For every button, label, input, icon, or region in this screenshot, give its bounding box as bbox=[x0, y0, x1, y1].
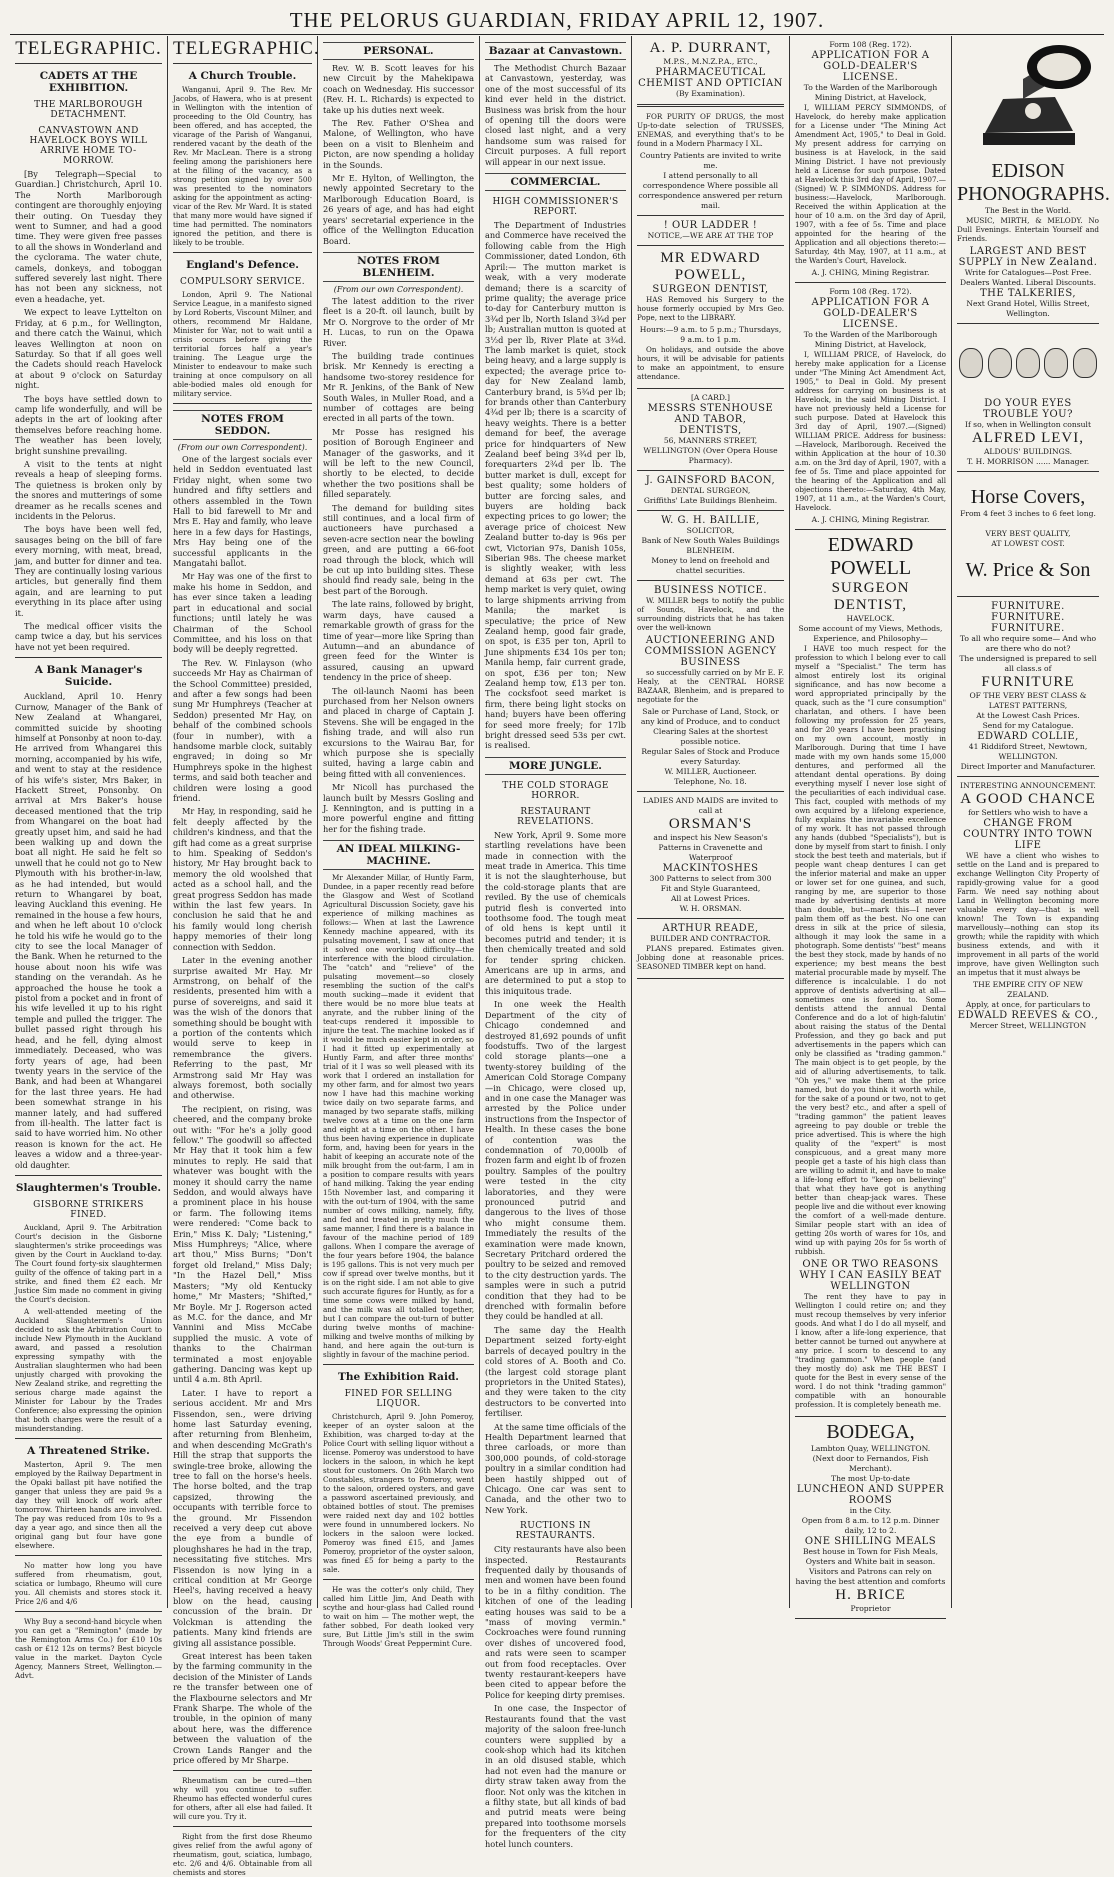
advert-text: for Settlers who wish to have a bbox=[968, 808, 1088, 817]
advert-bodega bbox=[795, 1417, 946, 1619]
advert-form: Form 108 (Reg. 172). bbox=[829, 40, 912, 49]
article-paragraph: At the same time officials of the Health Department learned that three carloads, or more than 300,000 pounds, of cold-storage poultry in a similar condition had been hastily shipped out of Chicago. One car was sent to Canada, and the other two to New York. bbox=[485, 1421, 626, 1515]
article-paragraph: Later in the evening another surprise awaited Mr Hay. Mr Armstrong, on behalf of the residents, presented him with a purse of sovereigns, and said it was the wish of the donors that something should be bought with a portion of the contents which would serve to keep in remembrance the givers. Referring to the past, Mr Armstrong said Mr Hay was always foremost, both socially and otherwise. bbox=[173, 955, 312, 1101]
article-heading: England's Defence. bbox=[186, 259, 299, 271]
advert-text: ONE SHILLING MEALS bbox=[804, 1536, 937, 1547]
article-heading: CADETS AT THE EXHIBITION. bbox=[39, 70, 138, 94]
column-6 bbox=[790, 36, 952, 1613]
advert-signature: H. BRICE bbox=[835, 1587, 906, 1603]
advert-text: Visitors and Patrons can rely on having the best attention and comforts bbox=[795, 1567, 946, 1586]
column-1 bbox=[10, 36, 168, 1680]
article-paragraph: One of the largest socials ever held in Seddon eventuated last Friday night, when some two hundred and fifty settlers and others assembled in the Town Hall to bid farewell to Mr and Mrs E. Hay and family, who leave here in a few days for Hastings, Mrs Hay being one of the successful applicants in the Mangatahi ballot. bbox=[173, 454, 312, 569]
article-heading: NOTES FROM BLENHEIM. bbox=[323, 252, 474, 282]
advert-text: At the Lowest Cash Prices. bbox=[976, 711, 1080, 720]
article-subheading: CANVASTOWN AND HAVELOCK BOYS WILL ARRIVE HOME TO-MORROW. bbox=[29, 126, 148, 166]
article-paragraph: Wanganui, April 9. The Rev. Mr Jacobs, of Hawera, who is at present in Wellington with the intention of proceeding to the Old Country, has been offered, and has accepted, the vicarage of the Parish of Wanganui, rendered vacant by the death of the Rev. Mr MacLean. There is a strong feeling among the parishioners here at the filling of the vacancy, as a strong petition signed by over 500 was presented to the nominators asking for the appointment as acting-vicar of the Rev. Mr Ward. It is stated that many more would have signed if time had permitted. The nominators ignored the petition, and there is likely to be trouble. bbox=[173, 85, 312, 247]
advert-name: EDWARD COLLIE, bbox=[977, 731, 1079, 742]
article-paragraph: The latest addition to the river fleet is a 20-ft. oil launch, built by Mr O. Norgrove to the order of Mr H. Lucas, to run on the Opawa River. bbox=[323, 295, 474, 348]
article-heading: A Church Trouble. bbox=[188, 70, 297, 82]
article-heading: A Bank Manager's Suicide. bbox=[34, 664, 143, 689]
advert-horse-covers bbox=[957, 472, 1099, 597]
advert-card: [A CARD.] bbox=[690, 393, 731, 402]
advert-text: The undersigned is prepared to sell all class.s of bbox=[959, 654, 1097, 673]
article-byline: (From our own Correspondent). bbox=[177, 443, 308, 452]
phonograph-icon bbox=[963, 41, 1093, 159]
advert-signature: A. J. CHING, Mining Registrar. bbox=[811, 268, 930, 277]
divider bbox=[15, 1438, 162, 1439]
article-paragraph: The Rev. Father O'Shea and Malone, of Wellington, who have been on a visit to Blenheim and Picton, are now spending a holiday in the Sounds. bbox=[323, 118, 474, 170]
advert-sub: The Best in the World. bbox=[984, 206, 1072, 215]
advert-name: W. Price & Son bbox=[965, 559, 1091, 581]
advert-address: Griffiths' Late Buildings Blenheim. bbox=[643, 496, 778, 505]
divider bbox=[637, 104, 784, 107]
advert-license-simmonds bbox=[795, 36, 946, 283]
advert-title: SOLICITOR, bbox=[686, 526, 735, 535]
advert-miller bbox=[637, 581, 784, 792]
advert-text: OF THE VERY BEST CLASS & LATEST PATTERNS, bbox=[969, 691, 1087, 710]
advert-hours: Hours:—9 a.m. to 5 p.m.; Thursdays, 9 a.m. to 1 p.m. bbox=[639, 325, 782, 344]
advert-reade bbox=[637, 919, 784, 979]
face-icon bbox=[959, 348, 983, 378]
faces-illustration bbox=[957, 332, 1099, 394]
article-paragraph: Mr Hay was one of the first to make his home in Seddon, and has ever since taken a leading part in educational and social functions; until lately he was Chairman of the School Committee, and his loss on that body will be deeply regretted. bbox=[173, 571, 312, 655]
advert-name: MESSRS STENHOUSE AND TABOR, bbox=[647, 403, 774, 425]
divider bbox=[323, 1364, 474, 1365]
advert-sub: (By Examination). bbox=[676, 89, 745, 98]
advert-title: DENTISTS, bbox=[679, 425, 742, 436]
advert-text: All at Lowest Prices. bbox=[671, 894, 750, 903]
advert-text: CHANGE FROM COUNTRY INTO TOWN LIFE bbox=[963, 818, 1093, 851]
advert-text: LARGEST AND BEST SUPPLY in New Zealand. bbox=[958, 246, 1098, 268]
article-paragraph: We expect to leave Lyttelton on Friday, at 6 p.m., for Wellington, and there catch the Wainui, which leaves Wellington at noon on Saturday. So that if all goes well the Cadets should reach Havelock at about 9 o'clock on Saturday night. bbox=[15, 307, 162, 391]
advert-title: DENTAL SURGEON, bbox=[670, 486, 751, 495]
article-paragraph: Auckland, April 9. The Arbitration Court's decision in the Gisborne slaughtermen's strike proceedings was given by the Court in Auckland to-day. The Court found forty-six slaughtermen guilty of the offence of taking part in a strike, and fined them £2 each. Mr Justice Sim made no comment in giving the Court's decision. bbox=[15, 1222, 162, 1304]
article-paragraph: The Methodist Church Bazaar at Canvastown, yesterday, was one of the most successful of its kind ever held in the district. Business was brisk from the hour of opening till the doors were closed last night, and a very handsome sum was raised for Circuit purposes. A full report will appear in our next issue. bbox=[485, 63, 626, 167]
advert-text: Fit and Style Guaranteed, bbox=[660, 884, 761, 893]
advert-manager: T. H. MORRISON ...... Manager. bbox=[966, 457, 1090, 466]
advert-text: LADIES AND MAIDS are invited to call at bbox=[643, 796, 778, 815]
article-subheading: RUCTIONS IN RESTAURANTS. bbox=[515, 1521, 596, 1542]
advert-text: FOR PURITY OF DRUGS, the most Up-to-date selection of TRUSSES, ENEMAS, and everything that's to be found in a Modern Pharmacy I XL. bbox=[637, 112, 784, 148]
advert-signature: W. H. ORSMAN. bbox=[679, 904, 742, 913]
advert-text: I HAVE too much respect for the profession to which I belong ever to call myself a "Specialist." The term has almost entirely lost its original significance, and has now become a word appropriated principally by the quack, such as the "I cure consumption" charlatan, and others. I have been following my profession for 25 years, and for 20 years I have been practising on my own account, mostly in Marlborough. During that time I have made with my own hands some 15,000 dentures, and performed all the attendant dental operations. By doing everything myself I never lose sight of the peculiarities of each individual case. This fact, coupled with methods of my own acquired by a lifelong experience, fully explains the invariable excellence of my work. It has not passed through any hands (dubbed "Specialists"), but is done by myself from start to finish. I only stock the best teeth and materials, but if people want cheap dentures I can get the inferior material and make an upper or lower set for one guinea, and such, ranging by me, are superior to those made by advertising dentists at more than double, but—mark this—I never palm them off as the best. No one can dress in silk at the price of silesia, although it may look the same in a photograph. Some dentists' "best" means the best they stock, made by hands of no experience; my best means the best material procurable made by myself. The difference is incalculable. I do not approve of dentists advertising at all—sometimes one is forced to. Some dentists attend the annual Dental Conference and do a lot of high-falutin' about raising the status of the Dental Profession, and they go back and put advertisements in the papers which can only be classified as "trading gammon." The main object is to get people, by the aid of alluring advertisements, to talk. "Oh yes," we make them at the price named, but do you think it worth while, for the sake of a pound or two, not to get the very best? etc., and after a spell of "trading gammon" the patient leaves agreeing to pay double or treble the price advertised. This is where the high quality of the "expert" is most conspicuous, and a great many more people get a taste of his high class than are willing to admit it, and have to make a life-long effort to "keep on believing" that what they have got is anything better than cheap-jack wares. These people live and die without ever knowing the comfort of a well-made denture. Similar people start with an idea of getting 20s worth of wares for 10s, and wind up with paying 20s for 5s worth of rubbish. bbox=[795, 644, 946, 1256]
advert-address: Mercer Street, WELLINGTON bbox=[969, 1021, 1087, 1030]
advert-paragraph: No matter how long you have suffered from rheumatism, gout, sciatica or lumbago, Rheumo will cure you. All chemists and stores stock it. Price 2/6 and 4/6 bbox=[15, 1560, 162, 1606]
advert-name: BODEGA, bbox=[826, 1421, 915, 1443]
advert-to: To the Warden of the Marlborough Mining District, at Havelock, bbox=[803, 330, 938, 349]
article-paragraph: The late rains, followed by bright, warm days, have caused a remarkable growth of grass for the time of year—more like Spring than Autumn—and an abundance of green feed for the Winter is assured, causing an upward tendency in the price of sheep. bbox=[323, 599, 474, 683]
advert-text: NOTICE,—WE ARE AT THE TOP bbox=[647, 231, 774, 240]
advert-title: PHARMACEUTICAL CHEMIST AND OPTICIAN bbox=[638, 67, 783, 89]
advert-levi bbox=[957, 324, 1099, 472]
advert-text: Best house in Town for Fish Meals, Oysters and White bait in season. bbox=[802, 1547, 939, 1566]
advert-text: Dealers Wanted. Liberal Discounts. bbox=[960, 278, 1096, 287]
advert-text: 300 Patterns to select from 300 bbox=[649, 874, 772, 883]
article-paragraph: London, April 9. The National Service League, in a manifesto signed by Lord Roberts, Viscount Milner, and others, recommend Mr Haldane, Minister for War, not to wait until a crisis occurs before giving the territorial forces half a year's training. The League urge the Minister to endeavour to make such training at once compulsory on all able-bodied males old enough for military service. bbox=[173, 290, 312, 398]
advert-text: If so, when in Wellington consult bbox=[964, 420, 1092, 429]
divider bbox=[173, 403, 312, 404]
article-subheading: COMPULSORY SERVICE. bbox=[180, 277, 305, 287]
advert-text: VERY BEST QUALITY, bbox=[985, 529, 1071, 538]
advert-address: ALDOUS' BUILDINGS. bbox=[983, 447, 1073, 456]
advert-text: PLANS prepared. Estimates given. Jobbing done at reasonable prices. SEASONED TIMBER kept on hand. bbox=[637, 944, 784, 971]
advert-title: BUILDER AND CONTRACTOR. bbox=[650, 934, 771, 943]
article-heading: Slaughtermen's Trouble. bbox=[15, 1181, 162, 1194]
face-icon bbox=[1016, 348, 1040, 378]
article-paragraph: Mr Alexander Millar, of Huntly Farm, Dundee, in a paper recently read before the Glasgow and West of Scotland Agricultural Discussion Society, gave his experience of milking machines as follows:— When at last the Lawrence Kennedy machine appeared, with its pulsating movement, I saw at once that it solved one working difficulty—the interference with the blood circulation. The "catch" and "relieve" of the pulsating movement—so closely resembling the suction of the calf's mouth sucking—made it evident that there would be no more blue teats at anyrate, and the rubber lining of the teat-cups rendered it impossible to injure the teat. The machine looked as if it would be much easier kept in order, so I had it fitted up experimentally at Huntly Farm, and after three months' trial of it I was so well pleased with its work that I ordered an installation for my other farm, and for almost two years now I have had this machine working twice daily on two separate farms, and managed by two separate staffs, milking twelve cows at a time on the one farm and eight at a time on the other. I have thus been having experience in duplicate form, and, having been for years in the habit of keeping an accurate note of the milk brought from the out-farm, I am in a position to compare results with years of hand milking. Taking the year ending 15th November last, and comparing it with the out-turn of 1904, with the same number of cows milking, namely, fifty, and fed and treated in pretty much the same manner, I find there is a balance in favour of the machine period of 189 gallons. When I compare the average of the four years before 1904, the balance is 195 gallons. This is not very much per cow if spread over twelve months, but it is on the right side. I am not able to give such accurate figures for Huntly, as for a time some cows were milked by hand, and the milk was all totalled together, but I can compare the out-turn of butter during twelve months of machine-milking and twelve months of milking by hand, and here again the out-turn is slightly in favour of the machine period. bbox=[323, 873, 474, 1360]
phonograph-illustration bbox=[957, 40, 1099, 160]
advert-text: HAS Removed his Surgery to the house formerly occupied by Mrs Geo. Pope, next to the LIBRARY. bbox=[637, 295, 784, 322]
article-heading: A Threatened Strike. bbox=[27, 1444, 150, 1457]
advert-bacon bbox=[637, 471, 784, 511]
article-subheading: THE MARLBOROUGH DETACHMENT. bbox=[34, 100, 143, 120]
article-paragraph: A visit to the tents at night reveals a heap of sleeping forms. The quietness is broken only by the snores and mutterings of some dreamer as he recalls scenes and incidents in the Pelorus. bbox=[15, 458, 162, 521]
advert-product: MACKINTOSHES bbox=[662, 863, 759, 874]
article-heading: NOTES FROM SEDDON. bbox=[173, 410, 312, 440]
face-icon bbox=[988, 348, 1012, 378]
advert-name: A. P. DURRANT, bbox=[649, 40, 772, 56]
advert-title: APPLICATION FOR A GOLD-DEALER'S LICENSE. bbox=[811, 50, 930, 83]
divider bbox=[323, 1579, 474, 1580]
article-paragraph: [By Telegraph—Special to Guardian.] Christchurch, April 10. The North Marlborough contingent are thoroughly enjoying their outing. On Tuesday they went to Sumner, and had a good time. They were given free passes to all the shows in Wonderland and the cyclorama. The water chute, camels, donkeys, and toboggan suffered severely last night. There has not been any sickness, not even a headache, yet. bbox=[15, 169, 162, 304]
advert-text: To all who require some— And who are there who do not? bbox=[959, 634, 1097, 653]
advert-head: BUSINESS NOTICE. bbox=[653, 585, 768, 596]
advert-form: Form 108 (Reg. 172). bbox=[829, 287, 912, 296]
divider bbox=[15, 1555, 162, 1556]
advert-reeves bbox=[957, 777, 1099, 1035]
article-paragraph: The building trade continues brisk. Mr Kennedy is erecting a handsome two-storey residence for Mr R. Jenkins, of the Bank of New South Wales, in Muller Road, and a number of cottages are being erected in all parts of the town. bbox=[323, 350, 474, 424]
divider bbox=[15, 1175, 162, 1176]
article-subheading: HIGH COMMISSIONER'S REPORT. bbox=[492, 197, 619, 218]
advert-hours: Open from 8 a.m. to 12 p.m. Dinner daily, 12 to 2. bbox=[801, 1516, 940, 1535]
advert-title: Horse Covers, bbox=[970, 486, 1086, 508]
advert-product: FURNITURE bbox=[981, 674, 1075, 690]
advert-name: EDWARD POWELL bbox=[827, 534, 914, 579]
advert-name: W. G. H. BAILLIE, bbox=[661, 515, 760, 526]
article-paragraph: Rev. W. B. Scott leaves for his new Circuit by the Mahekipawa coach on Wednesday. His successor (Rev. H. L. Richards) is expected to take up his duties next week. bbox=[323, 63, 474, 115]
divider bbox=[173, 1826, 312, 1827]
advert-ladder bbox=[637, 216, 784, 246]
advert-to: To the Warden of the Marlborough Mining District, at Havelock, bbox=[803, 83, 938, 102]
advert-durrant bbox=[637, 36, 784, 216]
article-paragraph: The same day the Health Department seized forty-eight barrels of decayed poultry in the cold stores of A. Booth and Co. (the largest cold storage plant proprietors in the United States), and they were taken to the city destructors to be converted into fertiliser. bbox=[485, 1324, 626, 1419]
advert-text: From 4 feet 3 inches to 6 feet long. bbox=[960, 509, 1096, 518]
article-paragraph: The oil-launch Naomi has been purchased from her Nelson owners and placed in charge of Captain J. Stevens. She will be engaged in the fishing trade, and will also run excursions to the Wairau Bar, for which purpose she is specially suited, having a large cabin and being fitted with all conveniences. bbox=[323, 685, 474, 779]
article-paragraph: Christchurch, April 9. John Pomeroy, keeper of an oyster saloon at the Exhibition, was charged to-day at the Police Court with selling liquor without a license. Pomeroy was understood to have lockers in the saloon, in which he kept stout for customers. On 26th March two Constables, strangers to Pomeroy, went to the saloon, ordered oysters, and gave a password ascertained previously, and obtained bottles of stout. The premises were raided next day and 102 bottles were found in unnumbered lockers. No lockers in the saloon were locked. Pomeroy was fined £15, and James Pomeroy, proprietor of the oyster saloon, was fined £5 for being a party to the sale. bbox=[323, 1412, 474, 1575]
article-paragraph: The demand for building sites still continues, and a local firm of auctioneers have purchased a seven-acre section near the bowling green, and are putting a 66-foot road through the block, which will be cut up into building sites. These should find ready sale, being in the best part of the Borough. bbox=[323, 502, 474, 596]
advert-title: ! OUR LADDER ! bbox=[663, 220, 758, 231]
advert-text: THE EMPIRE CITY OF NEW ZEALAND. bbox=[973, 980, 1083, 999]
article-subheading: FINED FOR SELLING LIQUOR. bbox=[344, 1389, 453, 1410]
advert-name: EDWALD REEVES & CO., bbox=[957, 1010, 1099, 1021]
section-title: TELEGRAPHIC. bbox=[173, 36, 312, 64]
column-7 bbox=[952, 36, 1110, 1608]
advert-question: DO YOUR EYES TROUBLE YOU? bbox=[983, 398, 1073, 420]
article-heading: MORE JUNGLE. bbox=[485, 757, 626, 775]
article-heading: The Exhibition Raid. bbox=[338, 1371, 459, 1384]
column-4 bbox=[480, 36, 632, 1849]
advert-license-price bbox=[795, 283, 946, 530]
article-paragraph: City restaurants have also been inspected. Restaurants frequented daily by thousands of men and women have been found to be in a filthy condition. The kitchen of one of the leading eating houses was said to be a "mass of moving vermin." Cockroaches were found running over dishes of uncovered food, and rats were seen to scamper out from food receptacles. Over twenty restaurant-keepers have been cited to appear before the Police for keeping dirty premises. bbox=[485, 1544, 626, 1700]
advert-address: Lambton Quay, WELLINGTON. bbox=[810, 1444, 931, 1453]
article-paragraph: The boys have been well fed, sausages being on the bill of fare every morning, with meat, bread, jam, and butter for dinner and tea. They are continually losing various articles, but generally find them again, and are learning to put everything in its place after using it. bbox=[15, 524, 162, 618]
advert-text: I, WILLIAM PRICE, of Havelock, do hereby make application for a License under "The Mining Act Amendment Act, 1905," to Deal in Gold. My present address for carrying on business is at Havelock, in the said Mining District. I have not previously held a License for such purpose. Dated at Havelock this 3rd day of April, 1907.—(Signed) WILLIAM PRICE. Address for business:—Havelock, Marlborough. Received the within Application at the hour of 10.30 a.m. on the 3rd day of April, 1907, with a fee of 5s. Time and place appointed for the hearing of the Application and all objections thereto:—Saturday, 4th May, 1907, at 11 a.m., at the Warden's Court, Havelock. bbox=[795, 350, 946, 512]
advert-text: WE have a client who wishes to settle on the Land and is prepared to exchange Wellington City Property of rapidly-growing value for a good Farm. We need say nothing about Land in Wellington becoming more valuable every day—that is well known! The Town is expanding marvellously—nothing can stop its growth; while the rapidity with which business extends, and with it improvement in all parts of the world improve, have given Wellington such an impetus that it must always be bbox=[957, 851, 1099, 977]
advert-paragraph: Rheumatism can be cured—then why will you continue to suffer. Rheumo has effected wonderful cures for others, after all else had failed. It will cure you. Try it. bbox=[173, 1776, 312, 1822]
column-2 bbox=[168, 36, 320, 1877]
advert-furniture bbox=[957, 597, 1099, 777]
article-subheading: THE COLD STORAGE HORROR. bbox=[502, 780, 609, 801]
advert-name: ARTHUR READE, bbox=[662, 923, 759, 934]
article-byline: (From our own Correspondent). bbox=[333, 284, 464, 294]
advert-orsman bbox=[637, 792, 784, 919]
advert-title: APPLICATION FOR A GOLD-DEALER'S LICENSE. bbox=[811, 297, 930, 330]
advert-verse: He was the cotter's only child, They called him Little Jim, And Death with scythe and hour-glass had Called round to wait on him — The mother wept, the father sobbed, For death looked very sure, But Little Jim's still in the swim Through Woods' Great Peppermint Cure. bbox=[323, 1585, 474, 1649]
advert-baillie bbox=[637, 511, 784, 581]
advert-store: THE TALKERIES, bbox=[979, 288, 1077, 299]
advert-title: SURGEON DENTIST, bbox=[831, 580, 910, 613]
article-paragraph: The recipient, on rising, was cheered, and the company broke out with: "For he's a jolly good fellow." The goodwill so affected Mr Hay that it took him a few minutes to reply. He said that whatever was bought with the money it should carry the name Seddon, and would always have a prominent place in his house or farm. The following items were rendered: "Come back to Erin," Miss K. Daly; "Listening," Miss Humphreys; "Alice, where art thou," Miss Burns; "Don't forget old Ireland," Miss Daly; "In the Hazel Dell," Miss Masters; "My old Kentucky home," Mr Masters; "Shifted," Mr Boyle. Mr J. Rogerson acted as M.C. for the dance, and Mr Vannini and Miss McCabe supplied the music. A vote of thanks to the Chairman terminated a most enjoyable gathering. Dancing was kept up until 4 a.m. 8th April. bbox=[173, 1103, 312, 1385]
advert-note: Money to lend on freehold and chattel securities. bbox=[651, 556, 770, 575]
article-paragraph: Mr Hay, in responding, said he felt deeply affected by the children's kindness, and that the gift had come as a great surprise to him. Speaking of Seddon's history, Mr Hay brought back to memory the old woolshed that acted as a school hall, and the great progress Seddon has made within the last few years. In conclusion he said that he and his family would long cherish happy memories of their long connection with Seddon. bbox=[173, 806, 312, 952]
article-paragraph: Mr Nicoll has purchased the launch built by Messrs Gosling and J. Kennington, and is putting in a more powerful engine and fitting her for the fishing trade. bbox=[323, 782, 474, 834]
advert-quals: M.P.S., M.N.Z.P.A., ETC., bbox=[663, 57, 758, 66]
article-subheading: GISBORNE STRIKERS FINED. bbox=[33, 1199, 144, 1220]
advert-role: Direct Importer and Manufacturer. bbox=[960, 762, 1096, 771]
article-paragraph: In one week the Health Department of the city of Chicago condemned and destroyed 81,692 pounds of unfit foodstuffs. Two of the largest cold storage plants—one a twenty-storey building of the American Cold Storage Company—in Chicago, were closed up, and in one case the Manager was arrested by the Police under instructions from the Inspector of Health. In these cases the bone of contention was the condemnation of 70,000lb of frozen farm and eight lb of frozen poultry. Samples of the poultry were tested in the city laboratories, and they were pronounced putrid and dangerous to the lives of those who might consume them. Immediately the results of the examination were made known, Secretary Pritchard ordered the poultry to be seized and removed to the city destruction yards. The samples were in such a putrid condition that they had to be drenched with formalin before they could be handled at all. bbox=[485, 999, 626, 1322]
advert-text: W. MILLER begs to notify the public of Sounds, Havelock, and the surrounding districts that he has taken over the well-known bbox=[637, 596, 784, 632]
article-paragraph: Later. I have to report a serious accident. Mr and Mrs Fissendon, sen., were driving home last Saturday evening, after returning from Blenheim, and when descending McGrath's Hill the strap that supports the swingle-tree broke, allowing the tree to fall on the horse's heels. The horse bolted, and the trap capsized, throwing the occupants with terrible force to the ground. Mr Fissendon received a very deep cut above the eye from a bundle of ploughshares he had in the trap, necessitating five stitches. Mrs Fissendon is now lying in a critical condition at Mr George Heel's, having received a heavy blow on the head, causing concussion of the brain. Dr Volckman is attending the patients. Many kind friends are giving all assistance possible. bbox=[173, 1387, 312, 1648]
advert-name: ORSMAN'S bbox=[668, 816, 753, 832]
advert-note: On holidays, and outside the above hours, it will be advisable for patients to make an appointment, to ensure attendance. bbox=[637, 345, 784, 381]
article-paragraph: Mr E. Hylton, of Wellington, the newly appointed Secretary to the Marlborough Education Board, is 26 years of age, and has had eight years' secretarial experience in the office of the Wellington Education Board. bbox=[323, 173, 474, 246]
advert-address: 41 Riddiford Street, Newtown, WELLINGTON. bbox=[968, 742, 1088, 761]
column-5 bbox=[632, 36, 790, 1608]
advert-name: ALFRED LEVI, bbox=[972, 430, 1084, 446]
advert-title: SURGEON DENTIST, bbox=[652, 284, 769, 295]
advert-title: LUNCHEON AND SUPPER ROOMS bbox=[796, 1484, 945, 1506]
advert-text: Write for Catalogues—Post Free. bbox=[964, 268, 1092, 277]
advert-powell-dentist bbox=[795, 530, 946, 1417]
advert-title: FURNITURE. FURNITURE. bbox=[991, 601, 1065, 623]
advert-head: INTERESTING ANNOUNCEMENT. bbox=[960, 781, 1096, 790]
article-heading: COMMERCIAL. bbox=[485, 173, 626, 191]
masthead: THE PELORUS GUARDIAN, FRIDAY APRIL 12, 1907. bbox=[10, 6, 1104, 35]
advert-text: Send for my Catalogue. bbox=[982, 721, 1074, 730]
advert-sub: (Next door to Fernandos, Fish Merchant). bbox=[812, 1454, 929, 1473]
advert-name: J. GAINSFORD BACON, bbox=[645, 475, 776, 486]
advert-head: ONE OR TWO REASONS WHY I CAN EASILY BEAT WELLINGTON bbox=[799, 1259, 942, 1292]
article-paragraph: In one case, the Inspector of Restaurants found that the vast majority of the saloon free-lunch counters were supplied by a cook-shop which had its kitchen in an old disused stable, which had not even had the manure or dirty straw taken away from the floor. Not only was the kitchen in a filthy state, but all kinds of bad and putrid meats were being prepared into toothsome morsels for the frequenters of the city hotel lunch counters. bbox=[485, 1703, 626, 1849]
advert-edison bbox=[957, 36, 1110, 324]
article-subheading: RESTAURANT REVELATIONS. bbox=[517, 806, 594, 827]
advert-name: MR EDWARD POWELL, bbox=[660, 250, 761, 283]
article-heading: Bazaar at Canvastown. bbox=[485, 42, 626, 60]
advert-text: MUSIC, MIRTH, & MELODY. No Dull Evenings. Entertain Yourself and Friends. bbox=[957, 216, 1099, 243]
article-paragraph: The Rev. W. Finlayson (who succeeds Mr Hay as Chairman of the School Committee) presided, and after a few songs had been sung Mr Humphreys (Teacher at Seddon) presented Mr Hay, on behalf of the combined schools (four in number), with a handsome marble clock, suitably engraved; in doing so Mr Humphreys spoke in the highest terms, and said both teacher and children were losing a good friend. bbox=[173, 657, 312, 803]
advert-text: Regular Sales of Stock and Produce every Saturday. bbox=[641, 747, 780, 766]
advert-address: Next Grand Hotel, Willis Street, Wellington. bbox=[966, 299, 1090, 318]
article-paragraph: The boys have settled down to camp life wonderfully, and will be adepts in the art of looking after themselves before reaching home. The weather has been lovely, bright sunshine prevailing. bbox=[15, 393, 162, 456]
article-paragraph: The medical officer visits the camp twice a day, but his services have not yet been required. bbox=[15, 621, 162, 652]
advert-text: The rent they have to pay in Wellington I could retire on; and they must recoup themselves by very inferior goods. And what I do I do all myself, and I know, after a life-long experience, that better cannot be turned out anywhere at any price. I scorn to descend to any "trading gammon." When people (and they mostly do) ask me THE BEST I quote for the Best in every sense of the word. I do not think "trading gammon" compatible with an honourable profession. It is completely beneath me. bbox=[795, 1292, 946, 1409]
advert-address: 56, MANNERS STREET, WELLINGTON (Over Opera House Pharmacy). bbox=[643, 436, 778, 465]
article-paragraph: A well-attended meeting of the Auckland Slaughtermen's Union decided to ask the Arbitration Court to include New Plymouth in the Auckland award, and passed a resolution expressing sympathy with the Australian slaughtermen who had been unjustly charged with provoking the New Zealand strike, and regretting the serious charge made against the Minister for Labour by the Trades Conference; also expressing the opinion that both charges were the result of a misunderstanding. bbox=[15, 1306, 162, 1433]
advert-text: I, WILLIAM PERCY SIMMONDS, of Havelock, do hereby make application for a License under "The Mining Act Amendment Act, 1905," to Deal in Gold. My present address for carrying on business is at Havelock, in the said Mining District. I have not previously held a License for such purpose. Dated at Havelock this 3rd day of April, 1907.—(Signed) W. P. SIMMONDS. Address for business:—Havelock, Marlborough. Received the within Application at the hour of 10 a.m. on the 3rd day of April, 1907, with a fee of 5s. Time and place appointed for the hearing of the Application and all objections thereto:—Saturday, 4th May, 1907, at 11 a.m., at the Warden's Court, Havelock. bbox=[795, 103, 946, 265]
article-paragraph: Mr Posse has resigned his position of Borough Engineer and Manager of the gasworks, and it will be left to the new Council, shortly to be elected, to decide whether the two positions shall be filled separately. bbox=[323, 426, 474, 500]
advert-edward-powell bbox=[637, 246, 784, 389]
section-title: TELEGRAPHIC. bbox=[15, 36, 162, 64]
advert-title: PHONOGRAPHS. bbox=[957, 183, 1110, 205]
advert-text: AT LOWEST COST. bbox=[991, 539, 1065, 548]
advert-name: EDISON bbox=[991, 160, 1065, 182]
column-3 bbox=[318, 36, 480, 1649]
advert-text: Apply, at once, for particulars to bbox=[965, 1000, 1091, 1009]
advert-sub: Some account of my Views, Methods, Experience, and Philosophy— bbox=[798, 624, 943, 643]
advert-biz: AUCTIONEERING AND COMMISSION AGENCY BUSINESS bbox=[644, 635, 777, 668]
divider bbox=[173, 1770, 312, 1771]
article-paragraph: The Department of Industries and Commerce have received the following cable from the High Commissioner, dated London, 6th April:— The mutton market is weak, with a very moderate demand; there is a scarcity of prime quality; the average price to-day for Canterbury mutton is 3¾d per lb, North Island 3¾d per lb; Australian mutton is quoted at 3½d per lb, River Plate at 3¾d. The lamb market is quiet, stock being heavy, and a large supply is expected; the average price to-day for New Zealand lamb, Canterbury brand, is 5¾d per lb; for brands other than Canterbury 4¾d per lb; there is a scarcity of heavy weights. There is a better demand for beef, the average price for hindquarters of New Zealand beef being 3¾d per lb, forequarters 2¾d per lb. The butter market is dull, except for best quality; some holders of butter are forcing sales, and buyers are holding back expecting prices to go lower; the average price of choicest New Zealand butter to-day is 96s per cwt, Victorian 97s, Danish 105s, Siberian 98s. The cheese market is slightly weaker, with less demand at 63s per cwt. The hemp market is very quiet, owing to large shipments arriving from Manila; the market is speculative; the price of New Zealand hemp, good fair grade, on spot, is £35 per ton, April to June shipments £34 10s per ton; Manila hemp, fair current grade, on spot, £36 per ton; New Zealand hemp tow, £13 per ton. The cocksfoot seed market is firm, there being light stocks on hand; buyers have been offering for seed more freely; for 17lb bright dressed seed 53s per cwt. is realised. bbox=[485, 220, 626, 751]
article-heading: PERSONAL. bbox=[323, 42, 474, 60]
divider bbox=[15, 657, 162, 658]
divider bbox=[15, 1611, 162, 1612]
advert-telephone: Telephone, No. 18. bbox=[674, 777, 747, 786]
advert-title: A GOOD CHANCE bbox=[960, 791, 1096, 807]
article-paragraph: Great interest has been taken by the farming community in the decision of the Minister of Lands re the transfer between one of the Flaxbourne selectors and Mr Frank Sharpe. The whole of the trouble, in the opinion of many about here, was the difference between the valuation of the Crown Lands Ranger and the price offered by Mr Sharpe. bbox=[173, 1650, 312, 1765]
advert-paragraph: Why Buy a second-hand bicycle when you can get a "Remington" (made by the Remington Arms Co.) for £10 10s cash or £12 12s on terms? Best bicycle value in the market. Dayton Cycle Agency, Manners Street, Wellington.—Advt. bbox=[15, 1616, 162, 1680]
advert-text: in the City. bbox=[849, 1506, 892, 1515]
columns bbox=[10, 36, 1110, 1877]
article-paragraph: Masterton, April 9. The men employed by the Railway Department in the Opaki ballast pit have notified the ganger that unless they are paid 9s a day they will knock off work after tomorrow. Thirteen hands are involved. The pay was reduced from 10s to 9s a day a year ago, and since then all the original gang but four have gone elsewhere. bbox=[15, 1459, 162, 1550]
article-heading: AN IDEAL MILKING-MACHINE. bbox=[323, 840, 474, 870]
advert-signature: A. J. CHING, Mining Registrar. bbox=[811, 515, 930, 524]
advert-address: Bank of New South Wales Buildings BLENHEIM. bbox=[641, 536, 780, 555]
advert-stenhouse bbox=[637, 389, 784, 471]
advert-text: The most Up-to-date bbox=[831, 1474, 910, 1483]
advert-signature: W. MILLER, Auctioneer. bbox=[664, 767, 757, 776]
advert-text: and inspect his New Season's Patterns in Cravenette and Waterproof bbox=[653, 833, 768, 862]
divider bbox=[173, 252, 312, 253]
advert-note: I attend personally to all correspondence Where possible all correspondence answered per return mail. bbox=[638, 171, 783, 210]
advert-text: Sale or Purchase of Land, Stock, or any kind of Produce, and to conduct Clearing Sales at the shortest possible notice. bbox=[640, 707, 781, 746]
advert-title: FURNITURE. bbox=[991, 623, 1065, 634]
advert-paragraph: Right from the first dose Rheumo gives relief from the awful agony of rheumatism, gout, sciatica, lumbago, etc. 2/6 and 4/6. Obtainable from all chemists and stores bbox=[173, 1832, 312, 1877]
article-paragraph: New York, April 9. Some more startling revelations have been made in connection with the meat trade in America. This time it is not the slaughterhouse, but the cold-storage plants that are reviled. By the use of chemicals putrid flesh is converted into toothsome food. The tough meat of old hens is kept until it becomes putrid and tender; it is then chemically treated and sold for tender spring chicken. Americans are up in arms, and are determined to put a stop to this iniquitous trade. bbox=[485, 829, 626, 996]
face-icon bbox=[1073, 348, 1097, 378]
article-paragraph: Auckland, April 10. Henry Curnow, Manager of the Bank of New Zealand at Whangarei, committed suicide by shooting himself at Ponsonby at noon to-day. He arrived from Whangarei this morning, accompanied by his wife, and went to stay at the residence of his wife's sister, Mrs Baker, in Hackett Street, Ponsonby. On arrival at Mrs Baker's house deceased mentioned that the trip from Whangarei on the boat had greatly upset him, and said he had been walking up and down the boat all night. He said he felt so unwell that he could not go to New Plymouth with his brother-in-law, as he had intended, but would return to Whangarei by boat, leaving Auckland this evening. He remained in the house a few hours, and when he left about 10 o'clock he told his wife he would go to the city to see the local Manager of the Bank. When he returned to the house about noon his wife was standing on the verandah. As he approached the house he took a pistol from a pocket and in front of his wife levelled it up to his right temple and pulled the trigger. The bullet passed right through his head, and he fell, dying almost immediately. Deceased, who was forty years of age, had been twenty years in the service of the Bank, and had been at Whangarei for the last three years. He had been somewhat strange in his manner lately, and had suffered from ill-health. The latter fact is said to have worried him. No other reason is known for the act. He leaves a widow and a three-year-old daughter. bbox=[15, 691, 163, 1170]
advert-note: Country Patients are invited to write me. bbox=[639, 151, 782, 170]
advert-text: so successfully carried on by Mr E. F. Healy, at the CENTRAL HORSE BAZAAR, Blenheim, and is prepared to negotiate for the bbox=[637, 668, 784, 704]
advert-role: Proprietor bbox=[850, 1604, 891, 1613]
advert-place: HAVELOCK. bbox=[846, 614, 895, 623]
face-icon bbox=[1044, 348, 1068, 378]
